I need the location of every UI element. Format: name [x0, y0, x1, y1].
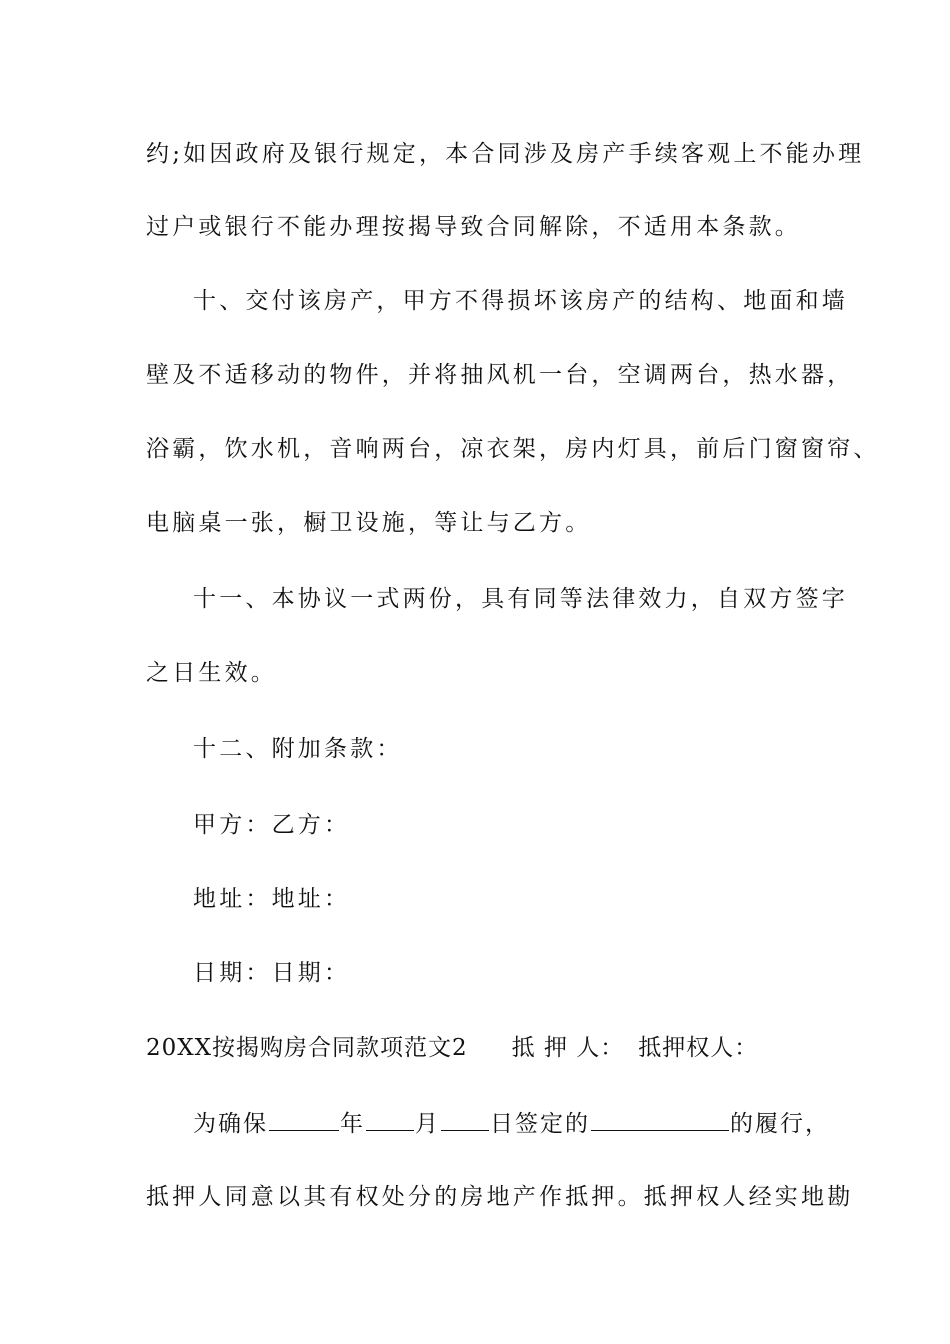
- mortgagee-label: 抵押权人：: [638, 1035, 759, 1061]
- text-fragment: 为确保: [193, 1111, 268, 1137]
- text-fragment: 日签定的: [490, 1111, 590, 1137]
- blank-underline: [366, 1108, 414, 1131]
- text-line: 日期：日期：: [193, 960, 351, 986]
- text-line: 过户或银行不能办理按揭导致合同解除，不适用本条款。: [146, 214, 801, 240]
- text-line: 地址：地址：: [193, 886, 351, 912]
- text-line: 抵押人同意以其有权处分的房地产作抵押。抵押权人经实地勘: [146, 1184, 854, 1210]
- text-line: 十、交付该房产，甲方不得损坏该房产的结构、地面和墙: [193, 288, 848, 314]
- text-line: 甲方：乙方：: [193, 812, 351, 838]
- mortgagor-label: 抵 押 人：: [511, 1035, 625, 1061]
- text-line: 电脑桌一张，橱卫设施，等让与乙方。: [146, 510, 592, 536]
- text-fragment: 月: [415, 1111, 440, 1137]
- text-line: 十一、本协议一式两份，具有同等法律效力，自双方签字: [193, 586, 848, 612]
- blank-underline: [591, 1108, 729, 1131]
- text-line: 约;如因政府及银行规定，本合同涉及房产手续客观上不能办理: [146, 141, 865, 167]
- paragraph-line: [193, 1108, 830, 1139]
- text-line: 壁及不适移动的物件，并将抽风机一台，空调两台，热水器，: [146, 362, 854, 388]
- text-fragment: 的履行，: [730, 1111, 830, 1137]
- blank-underline: [441, 1108, 489, 1131]
- section-heading-line: [146, 1033, 758, 1063]
- text-line: 之日生效。: [146, 660, 277, 686]
- text-fragment: 年: [340, 1111, 365, 1137]
- text-line: 十二、附加条款：: [193, 736, 403, 762]
- section-title: 20XX按揭购房合同款项范文2: [146, 1035, 468, 1061]
- text-line: 浴霸，饮水机，音响两台，凉衣架，房内灯具，前后门窗窗帘、: [146, 436, 880, 462]
- blank-underline: [269, 1108, 339, 1131]
